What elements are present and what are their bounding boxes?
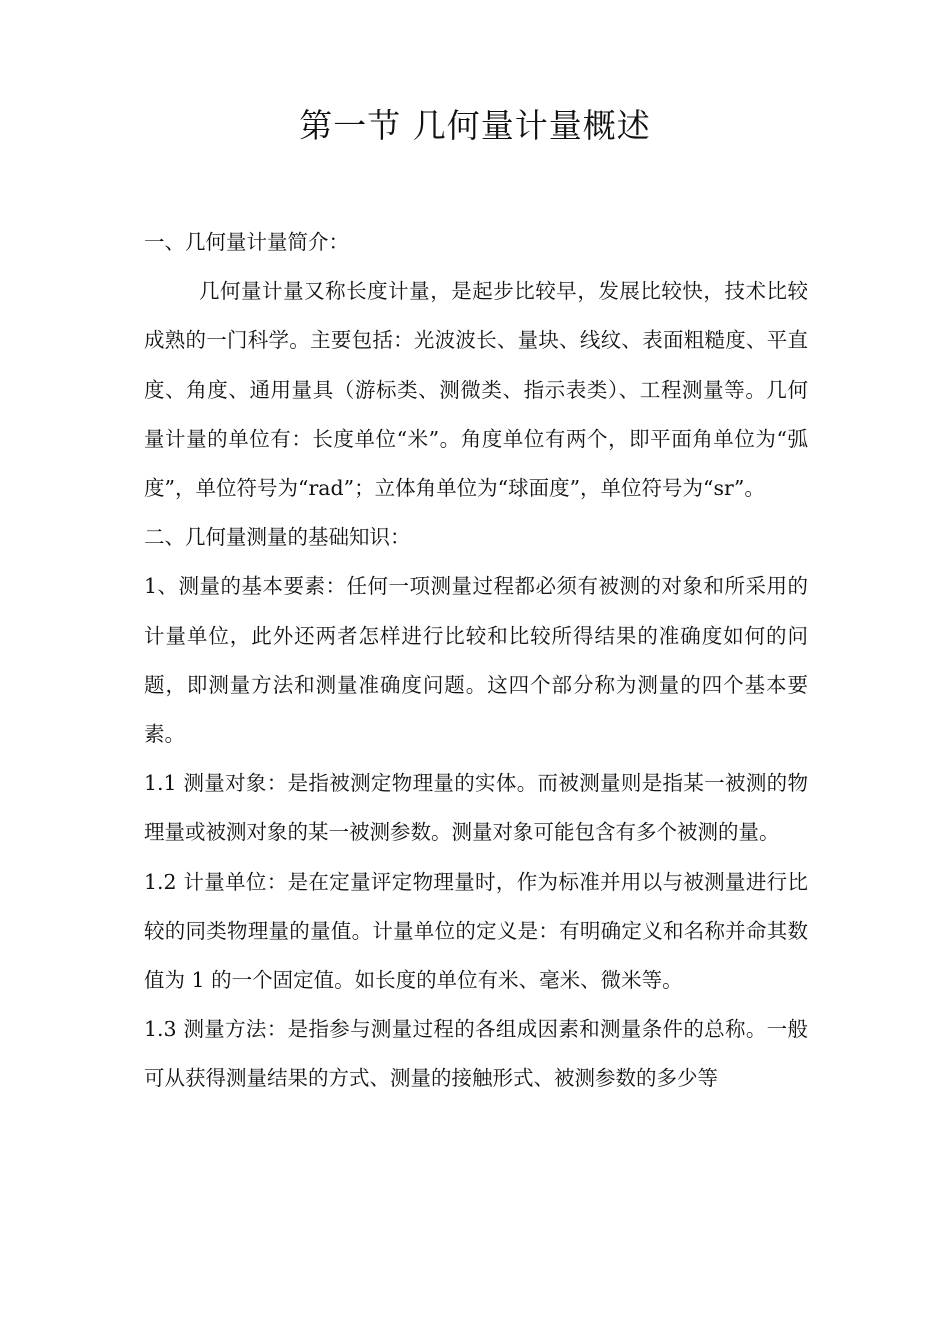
paragraph-measurement-method: 1.3 测量方法：是指参与测量过程的各组成因素和测量条件的总称。一般可从获得测量结果的方式、测量的接触形式、被测参数的多少等 [144,1017,808,1091]
section-heading-intro: 一、几何量计量简介： [144,230,349,254]
paragraph-measurement-object: 1.1 测量对象：是指被测定物理量的实体。而被测量则是指某一被测的物理量或被测对象的某一被测参数。测量对象可能包含有多个被测的量。 [144,771,808,845]
section-heading-basics: 二、几何量测量的基础知识： [144,525,411,550]
page-title: 第一节 几何量计量概述 [299,106,651,145]
paragraph-basic-elements: 1、测量的基本要素：任何一项测量过程都必须有被测的对象和所采用的计量单位，此外还两者怎样进行比较和比较所得结果的准确度如何的问题，即测量方法和测量准确度问题。这四个部分称为测量的四个基本要素。 [144,574,808,747]
paragraph-measurement-unit: 1.2 计量单位：是在定量评定物理量时，作为标准并用以与被测量进行比较的同类物理量的量值。计量单位的定义是：有明确定义和名称并命其数值为 1 的一个固定值。如长度的单位有米、毫米、微米等。 [144,869,808,993]
document-body [144,218,808,1104]
paragraph-intro: 几何量计量又称长度计量，是起步比较早，发展比较快，技术比较成熟的一门科学。主要包括：光波波长、量块、线纹、表面粗糙度、平直度、角度、通用量具（游标类、测微类、指示表类）、工程测量等。几何量计量的单位有：长度单位“米”。角度单位有两个，即平面角单位为“弧度”，单位符号为“rad”；立体角单位为“球面度”，单位符号为“sr”。 [144,279,808,501]
